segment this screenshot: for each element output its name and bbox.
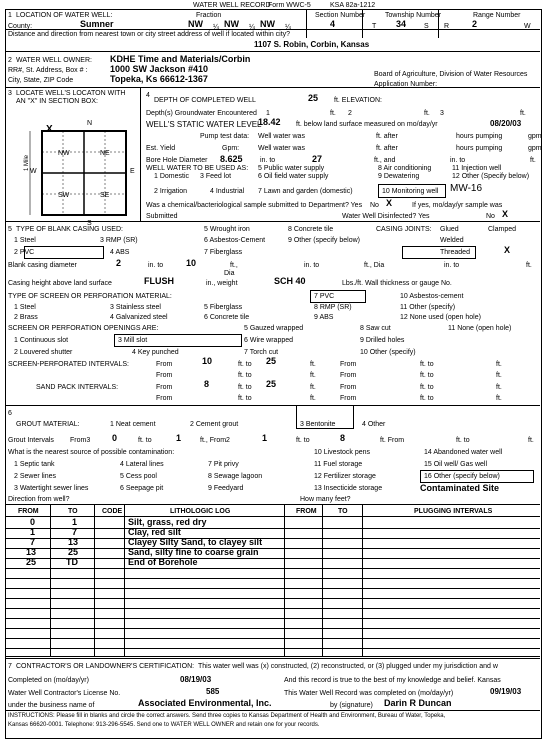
- section-box-x-mark: X: [46, 124, 53, 135]
- bore-in-to-2: in. to: [450, 157, 466, 164]
- est-yield-label: Est. Yield: [146, 145, 176, 152]
- contam-3: 3 Watertight sewer lines: [14, 485, 89, 492]
- screen-type-label: TYPE OF SCREEN OR PERFORATION MATERIAL:: [8, 293, 172, 300]
- casing-height-value: FLUSH: [144, 276, 174, 286]
- blank-ft-end: ft.: [526, 262, 532, 269]
- license-number: 585: [206, 687, 220, 696]
- grout-from-label: From3: [70, 437, 91, 444]
- screen-4: 4 Galvanized steel: [110, 314, 168, 321]
- log-header-code: CODE: [102, 508, 123, 515]
- location-label: LOCATION OF WATER WELL:: [16, 12, 113, 19]
- disinfect-no-label: No: [486, 213, 495, 220]
- use-4: 4 Industrial: [210, 188, 245, 195]
- contamination-label: What is the nearest source of possible contamination:: [8, 449, 175, 456]
- use-12: 12 Other (Specify below): [452, 173, 530, 180]
- blank-in-to-3: in. to: [444, 262, 460, 269]
- opening-3: 3 Mill slot: [118, 337, 148, 344]
- use-7: 7 Lawn and garden (domestic): [258, 188, 353, 195]
- use-11: 11 Injection well: [452, 165, 502, 172]
- blank-ft-dia: ft., Dia: [364, 262, 385, 269]
- screen-1: 1 Steel: [14, 304, 36, 311]
- signature-label: by (signature): [330, 702, 373, 709]
- spi-ft-2: ft.: [310, 372, 316, 379]
- use-3: 3 Feed lot: [200, 173, 232, 180]
- section-6-number: 6: [8, 410, 12, 417]
- yield-hours: hours pumping: [456, 145, 503, 152]
- grout-from-value: 0: [112, 433, 118, 443]
- disinfect-label: Water Well Disinfected? Yes: [342, 213, 430, 220]
- casing-5: 5 Wrought iron: [204, 226, 250, 233]
- spi-ft-3: ft.: [496, 361, 502, 368]
- street-value: 1000 SW Jackson #410: [110, 64, 209, 74]
- casing-lbs: Lbs./ft. Wall thickness or gauge No.: [342, 280, 452, 287]
- casing-height-label: Casing height above land surface: [8, 280, 112, 287]
- spi-ft-4: ft.: [496, 372, 502, 379]
- quarter-1: NW: [188, 19, 203, 29]
- section-box-nw: NW: [58, 150, 70, 157]
- range-r: R: [444, 23, 450, 30]
- blank-diameter-label: Blank casing diameter: [8, 262, 77, 269]
- street-label: RR#, St. Address, Box # :: [8, 67, 88, 74]
- record-completed-date: 09/19/03: [490, 687, 522, 696]
- opening-5: 5 Gauzed wrapped: [244, 325, 304, 332]
- screen-11: 11 Other (specify): [400, 304, 456, 311]
- grout-ft-from-2: ft., From2: [200, 437, 230, 444]
- log-row-to: 7: [72, 527, 78, 537]
- est-yield-gpm: Gpm:: [222, 145, 240, 152]
- spi-ft-to: ft. to: [238, 361, 252, 368]
- use-label: WELL WATER TO BE USED AS:: [146, 165, 249, 172]
- sp-ft-3: ft.: [496, 384, 502, 391]
- sp-ft-4: ft.: [496, 395, 502, 402]
- grout-ft-end: ft.: [528, 437, 534, 444]
- casing-9: 9 Other (specify below): [288, 237, 360, 244]
- screen-12: 12 None used (open hole): [400, 314, 481, 321]
- owner-label: WATER WELL OWNER:: [16, 57, 92, 64]
- blank-in-to-2: in. to: [304, 262, 320, 269]
- grout-ft-from-3: ft. From: [380, 437, 405, 444]
- section-box-w: W: [30, 168, 37, 175]
- groundwater-label: Depth(s) Groundwater Encountered: [146, 110, 257, 117]
- log-row-from: 1: [30, 527, 36, 537]
- static-date: 08/20/03: [490, 119, 522, 128]
- screen-2: 2 Brass: [14, 314, 38, 321]
- spi-from-label-4: From: [340, 372, 357, 379]
- pump-water-was: Well water was: [258, 133, 305, 140]
- section-number-label: Section Number: [315, 12, 366, 19]
- sp-ft-to-4: ft. to: [420, 395, 434, 402]
- log-row-from: 13: [26, 547, 37, 557]
- sp-from-label: From: [156, 384, 173, 391]
- opening-8: 8 Saw cut: [360, 325, 391, 332]
- spi-ft-to-2: ft. to: [238, 372, 252, 379]
- casing-4: 4 ABS: [110, 249, 130, 256]
- casing-2: 2 PVC: [14, 249, 35, 256]
- joint-clamped: Clamped: [488, 226, 517, 233]
- section-box-mile: 1 Mile: [24, 154, 31, 172]
- completed-label: Completed on (mo/day/yr): [8, 677, 89, 684]
- quarter-3: NW: [260, 19, 275, 29]
- form-number: Form WWC-5: [268, 2, 311, 9]
- pump-hours: hours pumping: [456, 133, 503, 140]
- fraction-2: ¼: [249, 24, 255, 31]
- locate-label-2: AN "X" IN SECTION BOX:: [16, 98, 98, 105]
- opening-9: 9 Drilled holes: [360, 337, 405, 344]
- log-row-lithology: Clayey Silty Sand, to clayey silt: [128, 537, 263, 547]
- sp-from-label-4: From: [340, 395, 357, 402]
- section-box-se: SE: [100, 192, 110, 199]
- address-value: 1107 S. Robin, Corbin, Kansas: [254, 40, 370, 49]
- bore-ft-and: ft., and: [374, 157, 396, 164]
- submitted-label: Submitted: [146, 213, 178, 220]
- grout-material-label: GROUT MATERIAL:: [16, 421, 80, 428]
- opening-11: 11 None (open hole): [448, 325, 512, 332]
- spi-from-label: From: [156, 361, 173, 368]
- grout-2: 2 Cement grout: [190, 421, 239, 428]
- sp-ft: ft.: [310, 384, 316, 391]
- contam-16: 16 Other (specify below): [424, 473, 500, 480]
- casing-6: 6 Asbestos-Cement: [204, 237, 266, 244]
- quarter-2: NW: [224, 19, 239, 29]
- disinfect-no-mark: X: [502, 209, 509, 219]
- section-box-sw: SW: [58, 192, 70, 199]
- how-many-feet-label: How many feet?: [300, 496, 351, 503]
- grout-1: 1 Neat cement: [110, 421, 156, 428]
- casing-3: 3 RMP (SR): [100, 237, 138, 244]
- screen-3: 3 Stainless steel: [110, 304, 161, 311]
- gw-ft-3: ft.: [520, 110, 526, 117]
- screen-7: 7 PVC: [314, 293, 335, 300]
- log-row-from: 0: [30, 517, 36, 527]
- grout-intervals-label: Grout Intervals: [8, 437, 54, 444]
- spi-ft-to-3: ft. to: [420, 361, 434, 368]
- section-2-number: 2: [8, 57, 12, 64]
- gw-3: 3: [440, 110, 444, 117]
- log-header-from-2: FROM: [296, 508, 317, 515]
- instructions-text: INSTRUCTIONS: Please fill in blanks and circle the correct answers. Send three copies to Kansas Department of Health and Environment, Bureau of Water, Topeka,: [8, 713, 446, 719]
- contam-15: 15 Oil well/ Gas well: [424, 461, 488, 468]
- log-header-from: FROM: [18, 508, 39, 515]
- contam-11: 11 Fuel storage: [314, 461, 363, 468]
- joint-welded: Welded: [440, 237, 464, 244]
- city-value: Topeka, Ks 66612-1367: [110, 74, 208, 84]
- section-5-number: 5: [8, 226, 12, 233]
- bore-in-to: in. to: [260, 157, 276, 164]
- township-label: Township Number: [385, 12, 442, 19]
- log-row-lithology: Sand, silty fine to coarse grain: [128, 547, 259, 557]
- yield-water-was: Well water was: [258, 145, 305, 152]
- bore-label: Bore Hole Diameter: [146, 157, 208, 164]
- contaminated-site: Contaminated Site: [420, 483, 500, 493]
- chem-if-yes: If yes, mo/day/yr sample was: [412, 202, 503, 209]
- locate-label: LOCATE WELL'S LOCATON WITH: [16, 90, 126, 97]
- section-box-ne: NE: [100, 150, 110, 157]
- contam-6: 6 Seepage pit: [120, 485, 164, 492]
- bore-ft: ft.: [530, 157, 536, 164]
- application-number-label: Application Number:: [374, 81, 438, 88]
- signature-value: Darin R Duncan: [384, 698, 452, 708]
- use-2: 2 Irrigation: [154, 188, 188, 195]
- log-row-to: TD: [66, 557, 78, 567]
- license-label: Water Well Contractor's License No.: [8, 690, 121, 697]
- section-box-e: E: [130, 168, 135, 175]
- section-box-n: N: [87, 120, 93, 127]
- pump-ft-after: ft. after: [376, 133, 398, 140]
- contam-12: 12 Fertilizer storage: [314, 473, 376, 480]
- use-8: 8 Air conditioning: [378, 165, 432, 172]
- instructions-text-2: Kansas 66620-0001. Telephone: 913-296-5545. Send one to WATER WELL OWNER and retain one for your records.: [8, 722, 320, 728]
- range-w: W: [524, 23, 531, 30]
- completed-date: 08/19/03: [180, 675, 212, 684]
- section-3-number: 3: [8, 90, 12, 97]
- log-row-to: 13: [68, 537, 79, 547]
- bore-to-value: 27: [312, 154, 323, 164]
- casing-2-circle: [24, 246, 104, 259]
- screen-6: 6 Concrete tile: [204, 314, 250, 321]
- log-row-lithology: Silt, grass, red dry: [128, 517, 207, 527]
- gw-2: 2: [348, 110, 352, 117]
- screen-8: 8 RMP (SR): [314, 304, 352, 311]
- log-row-to: 1: [72, 517, 78, 527]
- fraction-1: ¼: [213, 24, 219, 31]
- blank-to-value: 10: [186, 258, 197, 268]
- spi-from-label-3: From: [340, 361, 357, 368]
- range-label: Range Number: [473, 12, 521, 19]
- opening-4: 4 Key punched: [132, 349, 179, 356]
- grout-ft-to-3: ft. to: [456, 437, 470, 444]
- sp-from-value: 8: [204, 379, 210, 389]
- screen-5: 5 Fiberglass: [204, 304, 243, 311]
- joint-threaded: Threaded: [440, 249, 470, 256]
- spi-from-label-2: From: [156, 372, 173, 379]
- log-row-to: 25: [68, 547, 79, 557]
- spi-ft: ft.: [310, 361, 316, 368]
- depth-value: 25: [308, 93, 319, 103]
- township-s: S: [424, 23, 429, 30]
- casing-8: 8 Concrete tile: [288, 226, 334, 233]
- contam-9: 9 Feedyard: [208, 485, 244, 492]
- gw-ft-1: ft.: [330, 110, 336, 117]
- screen-intervals-label: SCREEN-PERFORATED INTERVALS:: [8, 361, 129, 368]
- spi-to-value: 25: [266, 356, 277, 366]
- casing-7: 7 Fiberglass: [204, 249, 243, 256]
- sp-ft-to-2: ft. to: [238, 395, 252, 402]
- spi-ft-to-4: ft. to: [420, 372, 434, 379]
- grout-ft-to-2: ft. to: [296, 437, 310, 444]
- static-value: 18.42: [258, 117, 281, 127]
- chem-sample-label: Was a chemical/bacteriological sample submitted to Department? Yes: [146, 202, 363, 209]
- section-number-value: 4: [330, 19, 336, 29]
- opening-7: 7 Torch cut: [244, 349, 279, 356]
- log-header-plugging: PLUGGING INTERVALS: [414, 508, 493, 515]
- blank-dia: Dia: [224, 270, 235, 277]
- sp-ft-to-3: ft. to: [420, 384, 434, 391]
- sp-to-value: 25: [266, 379, 277, 389]
- yield-gpm: gpm: [528, 145, 542, 152]
- section-box-s: S: [87, 220, 92, 227]
- grout-from-2-value: 1: [262, 433, 268, 443]
- contam-5: 5 Cess pool: [120, 473, 157, 480]
- opening-10: 10 Other (specify): [360, 349, 416, 356]
- log-row-from: 7: [30, 537, 36, 547]
- direction-label: Direction from well?: [8, 496, 70, 503]
- section-4-number: 4: [146, 92, 150, 99]
- opening-2: 2 Louvered shutter: [14, 349, 73, 356]
- sp-ft-to: ft. to: [238, 384, 252, 391]
- casing-sch: SCH 40: [274, 276, 306, 286]
- section-7-number: 7: [8, 663, 12, 670]
- township-t: T: [372, 23, 377, 30]
- depth-label: DEPTH OF COMPLETED WELL: [154, 97, 256, 104]
- static-text: ft. below land surface measured on mo/day/yr: [296, 121, 438, 128]
- certification-text: This water well was (x) constructed, (2) reconstructed, or (3) plugged under my jurisdiction and w: [198, 663, 498, 670]
- blank-ft: ft.,: [230, 262, 238, 269]
- opening-1: 1 Continuous slot: [14, 337, 69, 344]
- use-1: 1 Domestic: [154, 173, 190, 180]
- pump-gpm: gpm: [528, 133, 542, 140]
- opening-6: 6 Wire wrapped: [244, 337, 294, 344]
- pump-test-label: Pump test data:: [200, 133, 250, 140]
- log-header-to: TO: [68, 508, 78, 515]
- yield-ft-after: ft. after: [376, 145, 398, 152]
- business-name: Associated Environmental, Inc.: [138, 698, 272, 708]
- county-label: County:: [8, 23, 33, 30]
- contam-8: 8 Sewage lagoon: [208, 473, 263, 480]
- chem-no-mark: X: [386, 198, 393, 208]
- static-label: WELL'S STATIC WATER LEVEL: [146, 120, 262, 129]
- blank-diameter-value: 2: [116, 258, 122, 268]
- contam-7: 7 Pit privy: [208, 461, 239, 468]
- joint-glued: Glued: [440, 226, 459, 233]
- openings-label: SCREEN OR PERFORATION OPENINGS ARE:: [8, 325, 159, 332]
- form-title: WATER WELL RECORD: [193, 2, 271, 9]
- city-label: City, State, ZIP Code: [8, 77, 74, 84]
- grout-ft-to: ft. to: [138, 437, 152, 444]
- screen-9: 9 ABS: [314, 314, 334, 321]
- grout-to-2-value: 8: [340, 433, 346, 443]
- sp-from-label-3: From: [340, 384, 357, 391]
- sp-from-label-2: From: [156, 395, 173, 402]
- log-row-from: 25: [26, 557, 37, 567]
- contam-4: 4 Lateral lines: [120, 461, 164, 468]
- blank-in-to: in. to: [148, 262, 164, 269]
- board-text: Board of Agriculture, Division of Water Resources: [374, 71, 528, 78]
- chem-no-label: No: [370, 202, 379, 209]
- casing-joints-label: CASING JOINTS:: [376, 226, 432, 233]
- range-value: 2: [472, 19, 478, 29]
- owner-value: KDHE Time and Materials/Corbin: [110, 54, 251, 64]
- casing-weight-label: in., weight: [206, 280, 238, 287]
- contam-10: 10 Livestock pens: [314, 449, 371, 456]
- well-id: MW-16: [450, 183, 483, 194]
- distance-label: Distance and direction from nearest town or city street address of well if located within city?: [8, 31, 291, 38]
- certification-label: CONTRACTOR'S OR LANDOWNER'S CERTIFICATION:: [16, 663, 195, 670]
- gw-1: 1: [266, 110, 270, 117]
- log-header-to-2: TO: [338, 508, 348, 515]
- contam-13: 13 Insecticide storage: [314, 485, 383, 492]
- casing-type-label: TYPE OF BLANK CASING USED:: [16, 226, 123, 233]
- contam-14: 14 Abandoned water well: [424, 449, 503, 456]
- log-row-lithology: End of Borehole: [128, 557, 198, 567]
- grout-4: 4 Other: [362, 421, 386, 428]
- log-row-lithology: Clay, red silt: [128, 527, 181, 537]
- sp-ft-2: ft.: [310, 395, 316, 402]
- gw-ft-2: ft.: [424, 110, 430, 117]
- grout-3: 3 Bentonite: [300, 421, 336, 428]
- spi-from-value: 10: [202, 356, 213, 366]
- county-value: Sumner: [80, 19, 114, 29]
- form-ksa: KSA 82a-1212: [330, 2, 376, 9]
- business-label: under the business name of: [8, 702, 95, 709]
- record-true-text: And this record is true to the best of my knowledge and belief. Kansas: [284, 677, 501, 684]
- contam-2: 2 Sewer lines: [14, 473, 57, 480]
- use-5: 5 Public water supply: [258, 165, 325, 172]
- log-header-lithology: LITHOLOGIC LOG: [170, 508, 231, 515]
- use-6: 6 Oil field water supply: [258, 173, 329, 180]
- use-9: 9 Dewatering: [378, 173, 420, 180]
- sand-pack-label: SAND PACK INTERVALS:: [36, 384, 119, 391]
- threaded-mark: X: [504, 245, 511, 255]
- screen-10: 10 Asbestos-cement: [400, 293, 464, 300]
- township-value: 34: [396, 19, 407, 29]
- elevation-label: ft. ELEVATION:: [334, 97, 382, 104]
- use-10: 10 Monitoring well: [382, 188, 439, 195]
- section-1-number: 1: [8, 12, 12, 19]
- bore-value: 8.625: [220, 154, 243, 164]
- contam-1: 1 Septic tank: [14, 461, 55, 468]
- fraction-label: Fraction: [196, 12, 222, 19]
- grout-to-value: 1: [176, 433, 182, 443]
- fraction-3: ¼: [285, 24, 291, 31]
- casing-1: 1 Steel: [14, 237, 36, 244]
- record-completed-label: This Water Well Record was completed on (mo/day/yr): [284, 690, 454, 697]
